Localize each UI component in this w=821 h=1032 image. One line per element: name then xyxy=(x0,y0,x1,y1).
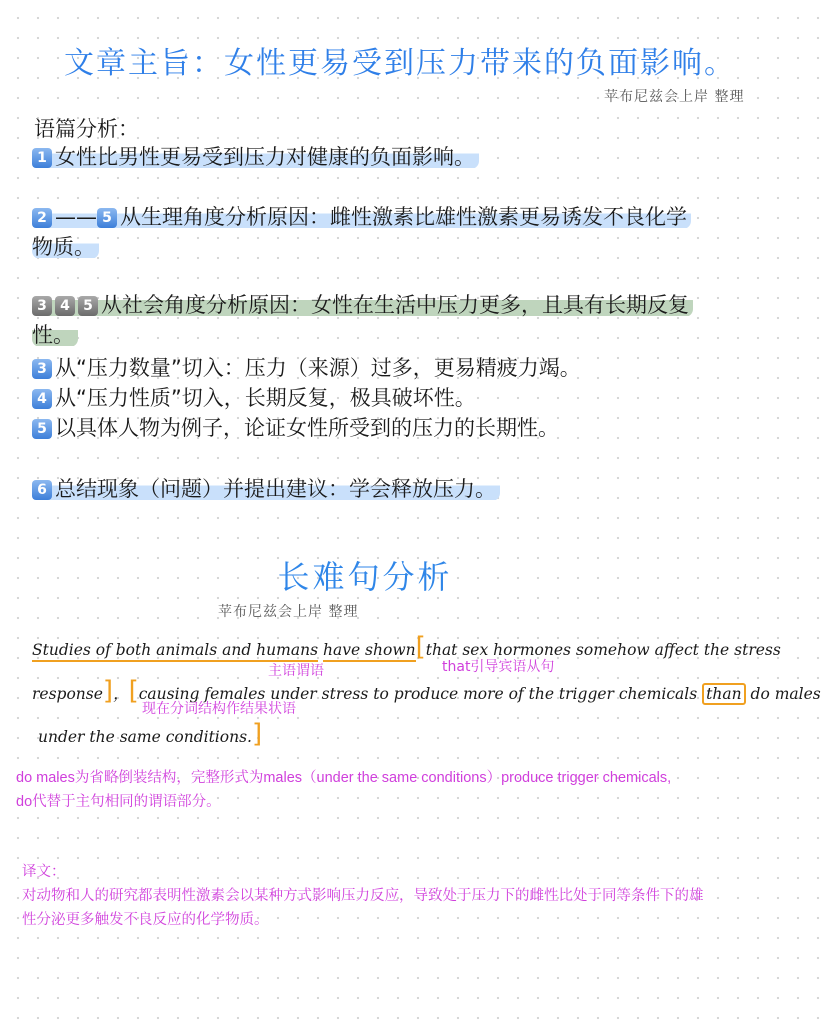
label-subject-verb: 主语谓语 xyxy=(268,663,324,679)
translation xyxy=(22,860,792,932)
sentence-verb: have shown xyxy=(323,641,416,662)
label-participle: 现在分词结构作结果状语 xyxy=(142,701,296,717)
p6-text: 总结现象（问题）并提出建议：学会释放压力。 xyxy=(55,477,496,501)
grammar-note xyxy=(16,766,800,814)
sentence-comma: ， xyxy=(113,685,129,703)
badge-6: 6 xyxy=(32,480,52,500)
label-that-clause: that引导宾语从句 xyxy=(442,659,555,675)
structure-p6 xyxy=(32,474,500,504)
sentence-than: than xyxy=(702,683,745,705)
badge-4: 4 xyxy=(55,296,75,316)
structure-p3-cont xyxy=(32,320,78,350)
translation-line-2: 性分泌更多触发不良反应的化学物质。 xyxy=(22,912,269,928)
structure-p3 xyxy=(32,290,693,320)
bracket-close-1: ] xyxy=(102,676,114,706)
badge-3a: 3 xyxy=(32,359,52,379)
sentence-do-males: do males xyxy=(750,685,821,703)
structure-p2 xyxy=(32,202,691,232)
translation-line-1: 对动物和人的研究都表明性激素会以某种方式影响压力反应，导致处于压力下的雌性比处于同等条件下的雄 xyxy=(22,888,704,904)
p1-text: 女性比男性更易受到压力对健康的负面影响。 xyxy=(55,145,475,169)
sentence-conditions: under the same conditions. xyxy=(38,728,252,746)
structure-heading: 语篇分析： xyxy=(34,117,139,141)
badge-5a: 5 xyxy=(32,419,52,439)
p3-text-1: 从社会角度分析原因：女性在生活中压力更多，且具有长期反复 xyxy=(101,293,689,317)
structure-p3a xyxy=(32,353,581,383)
note-line-1: do males为省略倒装结构，完整形式为males（under the same conditions）produce trigger chemicals, xyxy=(16,770,672,786)
badge-1: 1 xyxy=(32,148,52,168)
sentence-line-3 xyxy=(38,719,262,749)
badge-5: 5 xyxy=(97,208,117,228)
p2-text-1: 从生理角度分析原因：雌性激素比雄性激素更易诱发不良化学 xyxy=(120,205,687,229)
sentence-line-1 xyxy=(32,632,781,662)
sentence-response: response xyxy=(32,685,103,703)
badge-3: 3 xyxy=(32,296,52,316)
translation-label: 译文： xyxy=(22,864,66,880)
bracket-open-1: [ xyxy=(415,632,426,662)
credit-analysis: 苹布尼兹会上岸 整理 xyxy=(218,604,359,620)
structure-p2-cont xyxy=(32,232,99,262)
credit-top: 苹布尼兹会上岸 整理 xyxy=(604,89,745,105)
p2-text-2: 物质。 xyxy=(32,235,99,259)
main-title: 文章主旨：女性更易受到压力带来的负面影响。 xyxy=(64,46,736,81)
sentence-subject: Studies of both animals and humans xyxy=(32,641,318,662)
sentence-participle: causing females under stress to produce more of the trigger chemicals xyxy=(138,685,698,703)
p5-text: 以具体人物为例子，论证女性所受到的压力的长期性。 xyxy=(55,416,559,440)
structure-p5 xyxy=(32,413,559,443)
analysis-title: 长难句分析 xyxy=(277,558,453,596)
dash: —— xyxy=(55,205,97,229)
badge-5b: 5 xyxy=(78,296,98,316)
structure-p1 xyxy=(32,142,479,172)
sentence-that-clause: that sex hormones somehow affect the stress xyxy=(425,641,781,659)
structure-p4 xyxy=(32,383,476,413)
p3a-text: 从“压力数量”切入：压力（来源）过多，更易精疲力竭。 xyxy=(55,356,581,380)
note-line-2: do代替于主句相同的谓语部分。 xyxy=(16,794,221,810)
p4-text: 从“压力性质”切入，长期反复，极具破坏性。 xyxy=(55,386,476,410)
bracket-close-2: ] xyxy=(251,719,263,749)
p3-text-2: 性。 xyxy=(32,323,78,347)
badge-2: 2 xyxy=(32,208,52,228)
bracket-open-2: [ xyxy=(128,676,139,706)
badge-4a: 4 xyxy=(32,389,52,409)
